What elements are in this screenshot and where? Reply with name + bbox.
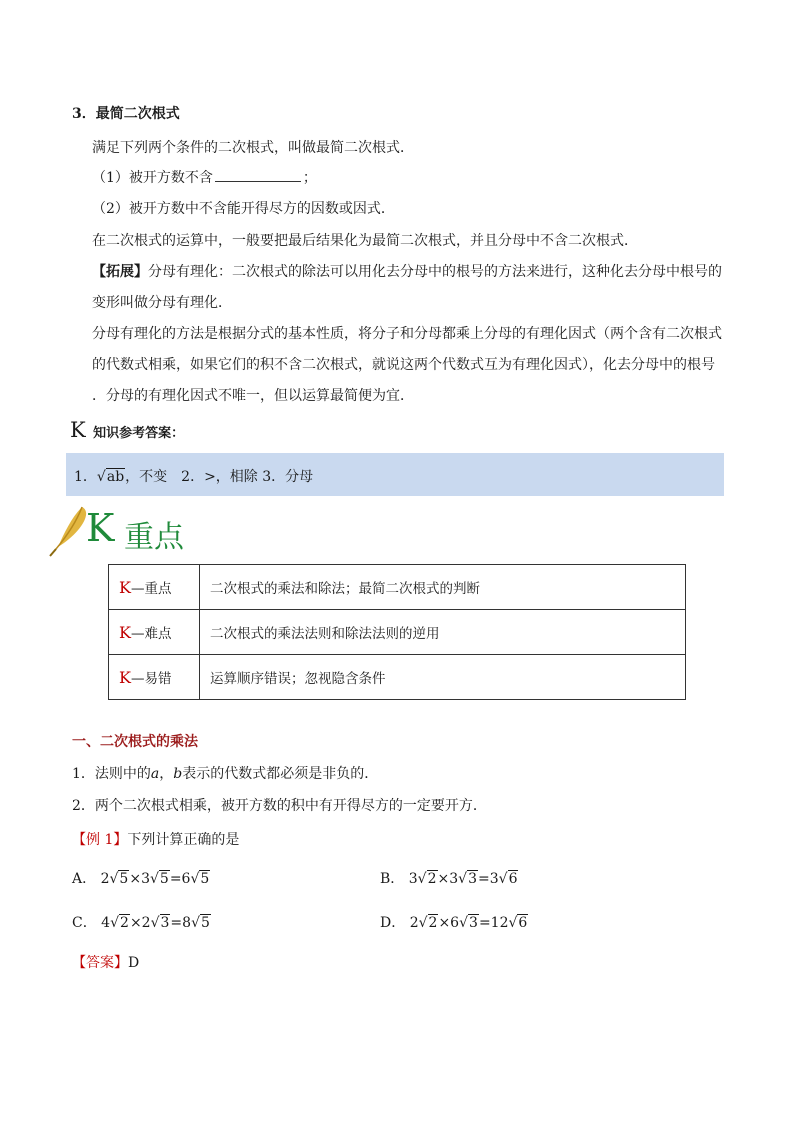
condition-1	[92, 167, 317, 187]
table-row	[109, 565, 686, 610]
sqrt: √3	[459, 915, 478, 931]
option-label: A．	[72, 871, 97, 887]
radicand: 2	[120, 915, 129, 931]
row-text: 二次根式的乘法和除法；最简二次根式的判断	[200, 565, 686, 610]
sqrt: √5	[149, 871, 169, 887]
sqrt: √5	[191, 915, 210, 931]
example-answer	[72, 952, 139, 972]
key-points-logo-text: 重点	[124, 520, 184, 555]
operator: ×3	[437, 871, 459, 887]
knowledge-answers-title: 知识参考答案：	[93, 426, 185, 441]
row-label	[109, 655, 200, 700]
option-a	[72, 868, 210, 888]
point-1-text: 1．法则中的	[72, 766, 151, 782]
radicand: 3	[160, 915, 170, 931]
extension-tag: 【拓展】	[92, 264, 148, 280]
radicand: 2	[427, 871, 437, 887]
radicand: 5	[119, 871, 129, 887]
sqrt: √3	[458, 871, 477, 887]
condition-1-text: （1）被开方数不含	[92, 170, 213, 186]
row-label-text: —难点	[130, 626, 172, 642]
row-label	[109, 565, 200, 610]
sqrt: √3	[150, 915, 170, 931]
equals: =8	[170, 915, 192, 931]
example-text: 下列计算正确的是	[127, 832, 240, 848]
k-icon: K	[119, 668, 131, 687]
point-1	[72, 763, 378, 783]
key-points-logo-k: K	[86, 506, 115, 550]
option-d	[380, 912, 528, 932]
sqrt: √5	[109, 871, 129, 887]
paragraph-line: ．分母的有理化因式不唯一，但以运算最简便为宜．	[92, 388, 414, 404]
radicand: 5	[200, 915, 210, 931]
table-row	[109, 610, 686, 655]
sqrt: √2	[110, 915, 129, 931]
paragraph: 满足下列两个条件的二次根式，叫做最简二次根式．	[92, 140, 414, 156]
option-label: C．	[72, 915, 97, 931]
section-heading: 一、二次根式的乘法	[72, 734, 198, 750]
coef: 4	[101, 915, 111, 931]
radicand: 5	[200, 871, 210, 887]
radicand: 3	[469, 915, 478, 931]
example-tag: 【例 1】	[72, 832, 128, 848]
k-icon: K	[119, 623, 131, 642]
fill-blank	[215, 167, 301, 182]
option-c	[72, 912, 211, 932]
answer-value: D	[128, 955, 140, 971]
radicand: 6	[518, 915, 528, 931]
sqrt: √2	[417, 871, 437, 887]
extension-line-1	[92, 261, 722, 281]
sqrt: √6	[508, 915, 528, 931]
paragraph-line: 分母有理化的方法是根据分式的基本性质，将分子和分母都乘上分母的有理化因式（两个含有二次根式	[92, 326, 722, 342]
section-heading: 3．最简二次根式	[72, 106, 180, 122]
k-icon: K	[70, 418, 86, 442]
equals: =3	[478, 871, 499, 887]
k-icon: K	[119, 578, 131, 597]
separator: ，	[159, 766, 174, 782]
option-b	[380, 868, 518, 888]
sqrt: √5	[190, 871, 210, 887]
row-label-text: —重点	[130, 581, 172, 597]
sqrt-expression: √ab	[96, 469, 125, 485]
radicand: ab	[106, 469, 125, 485]
condition-1-end: ；	[302, 170, 317, 186]
option-label: D．	[380, 915, 406, 931]
table-row	[109, 655, 686, 700]
var-a: a	[150, 766, 160, 782]
radicand: 6	[508, 871, 518, 887]
operator: ×2	[129, 915, 151, 931]
key-points-table	[108, 564, 686, 700]
answer-number: 1．	[74, 469, 97, 485]
operator: ×3	[129, 871, 150, 887]
sqrt: √2	[418, 915, 438, 931]
operator: ×6	[438, 915, 460, 931]
option-label: B．	[380, 871, 405, 887]
point-1-text-end: 表示的代数式都必须是非负的．	[182, 766, 379, 782]
radicand: 3	[468, 871, 477, 887]
equals: =12	[478, 915, 509, 931]
equals: =6	[169, 871, 191, 887]
row-text: 二次根式的乘法法则和除法法则的逆用	[200, 610, 686, 655]
knowledge-answers-header	[70, 418, 184, 442]
row-label	[109, 610, 200, 655]
example-1	[72, 829, 239, 849]
paragraph: 在二次根式的运算中，一般要把最后结果化为最简二次根式，并且分母中不含二次根式．	[92, 233, 638, 249]
var-b: b	[173, 766, 183, 782]
radicand: 2	[428, 915, 438, 931]
answer-rest: ，不变 2．>，相除 3．分母	[125, 469, 314, 485]
sqrt: √6	[498, 871, 518, 887]
coef: 3	[408, 871, 418, 887]
condition-2: （2）被开方数中不含能开得尽方的因数或因式．	[92, 201, 395, 217]
row-text: 运算顺序错误；忽视隐含条件	[200, 655, 686, 700]
paragraph-line: 的代数式相乘，如果它们的积不含二次根式，就说这两个代数式互为有理化因式），化去分母中的根号	[92, 357, 715, 373]
answer-tag: 【答案】	[72, 955, 128, 971]
answer-line	[74, 466, 313, 486]
point-2: 2．两个二次根式相乘，被开方数的积中有开得尽方的一定要开方．	[72, 798, 487, 814]
extension-text: 分母有理化：二次根式的除法可以用化去分母中的根号的方法来进行，这种化去分母中根号的	[148, 264, 722, 280]
coef: 2	[409, 915, 419, 931]
coef: 2	[100, 871, 110, 887]
extension-line-2: 变形叫做分母有理化．	[92, 295, 232, 311]
row-label-text: —易错	[130, 671, 172, 687]
radicand: 5	[159, 871, 169, 887]
